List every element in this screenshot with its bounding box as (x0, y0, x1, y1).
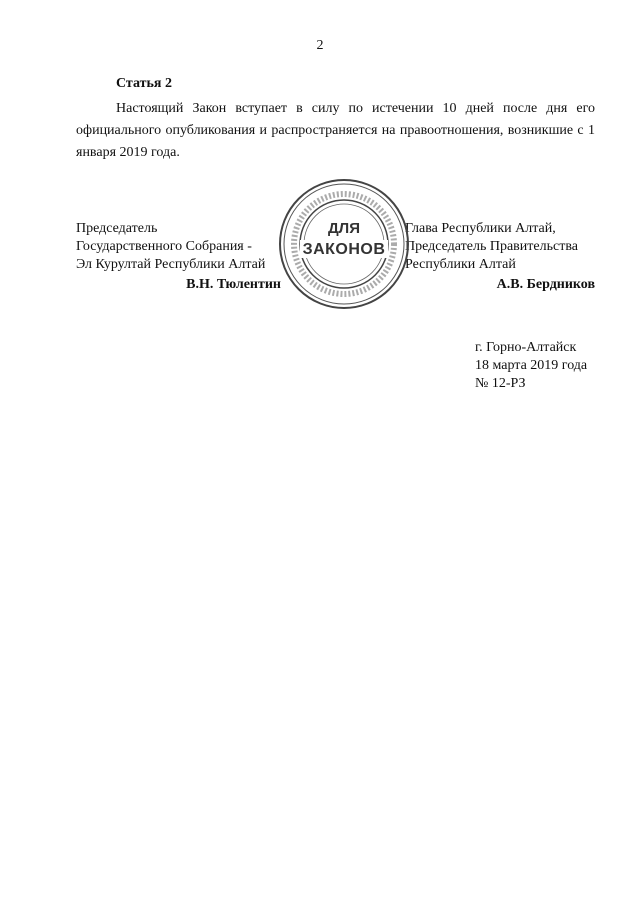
signature-left-line1: Председатель (76, 221, 158, 236)
signature-left-line3: Эл Курултай Республики Алтай (76, 257, 266, 272)
article-title: Статья 2 (116, 76, 172, 91)
signature-right-line1: Глава Республики Алтай, (405, 221, 556, 236)
place-date-block (475, 339, 600, 393)
page-number: 2 (316, 38, 324, 53)
law-number: № 12-РЗ (475, 376, 526, 391)
signature-right (405, 220, 595, 294)
signature-right-line3: Республики Алтай (405, 257, 516, 272)
signature-right-name: А.В. Бердников (496, 277, 595, 292)
article-body: Настоящий Закон вступает в силу по истечении 10 дней после дня его официального опубликования и распространяется на правоотношения, возникшие с 1 января 2019 года. (76, 101, 595, 160)
official-seal-stamp (276, 176, 412, 312)
signature-left-name: В.Н. Тюлентин (186, 277, 281, 292)
seal-line2: ЗАКОНОВ (302, 241, 386, 258)
place-city: г. Горно-Алтайск (475, 340, 577, 355)
signature-left-line2: Государственного Собрания - (76, 239, 252, 254)
seal-line1: ДЛЯ (328, 220, 360, 237)
law-date: 18 марта 2019 года (475, 358, 588, 373)
signature-right-line2: Председатель Правительства (405, 239, 578, 254)
signature-left (76, 220, 281, 294)
